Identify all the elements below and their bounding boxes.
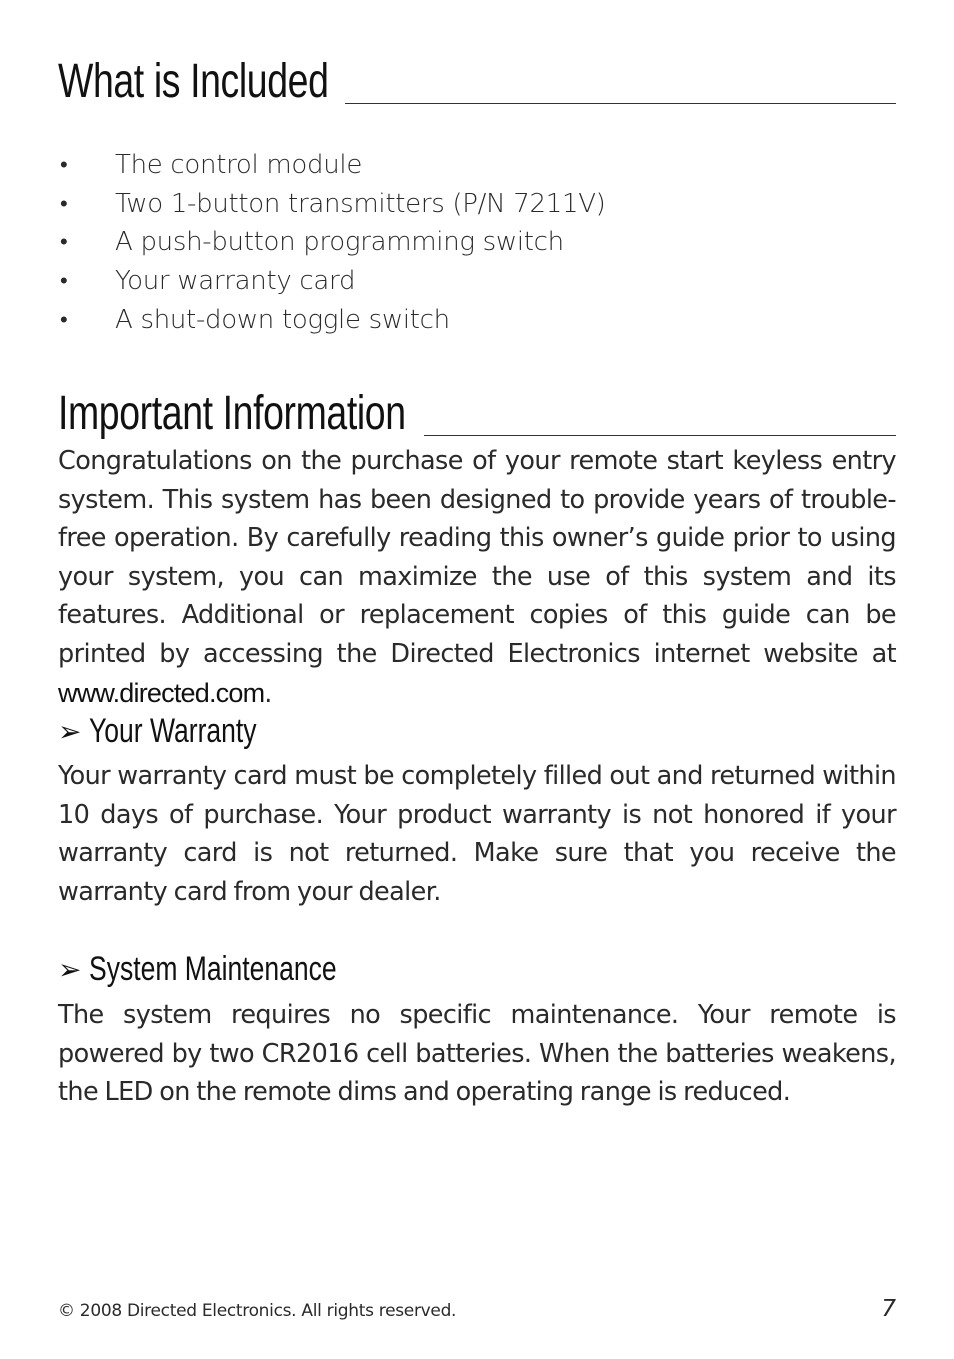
important-body-end: . (264, 678, 272, 709)
list-item (58, 185, 606, 224)
page-footer (58, 1296, 896, 1322)
important-information-paragraph (58, 442, 896, 713)
subsection-title-system-maintenance: System Maintenance (89, 950, 338, 988)
arrow-right-icon: ➢ (58, 715, 82, 748)
list-item (58, 300, 606, 339)
list-item-label: Your warranty card (115, 266, 356, 297)
section-rule (345, 103, 896, 104)
bullet-icon: • (60, 230, 68, 256)
list-item-label: A push-button programming switch (115, 227, 564, 258)
bullet-icon: • (60, 269, 68, 295)
list-item-label: A shut-down toggle switch (115, 304, 450, 335)
maintenance-paragraph: The system requires no specific maintenance. Your remote is powered by two CR2016 cell batteries. When the batteries weakens, the LED on the remote dims and operating range is reduced. (58, 1000, 896, 1108)
bullet-icon: • (60, 191, 68, 217)
bullet-icon: • (60, 153, 68, 179)
section-rule (424, 435, 896, 436)
list-item (58, 262, 606, 301)
website-link[interactable]: www.directed.com (58, 677, 265, 708)
list-item (58, 223, 606, 262)
manual-page (58, 0, 896, 1359)
included-items-list (58, 146, 606, 339)
section-title-important-information: Important Information (58, 387, 406, 440)
warranty-paragraph: Your warranty card must be completely filled out and returned within 10 days of purchase. Your product warranty is not honored if your warranty card is not returned. Make sure that you receive the warranty card from your dealer. (58, 761, 896, 907)
section-header-important-information (58, 387, 896, 440)
section-title-what-is-included: What is Included (58, 55, 329, 108)
list-item (58, 146, 606, 185)
list-item-label: Two 1-button transmitters (P/N 7211V) (115, 188, 606, 219)
subsection-header-system-maintenance (58, 950, 407, 989)
copyright-notice: © 2008 Directed Electronics. All rights reserved. (58, 1301, 457, 1321)
subsection-header-your-warranty (58, 712, 304, 751)
list-item-label: The control module (115, 150, 363, 181)
section-header-what-is-included (58, 55, 896, 108)
bullet-icon: • (60, 307, 68, 333)
important-body-text: Congratulations on the purchase of your remote start keyless entry system. This system has been designed to provide years of trouble-free operation. By carefully reading this owner’s guide prior to using your system, you can maximize the use of this system and its features. Additional or replacement copies of this guide can be printed by accessing the Directed Electronics internet website at (58, 446, 896, 669)
arrow-right-icon: ➢ (58, 953, 82, 986)
subsection-title-your-warranty: Your Warranty (89, 712, 258, 750)
page-number: 7 (881, 1296, 896, 1322)
